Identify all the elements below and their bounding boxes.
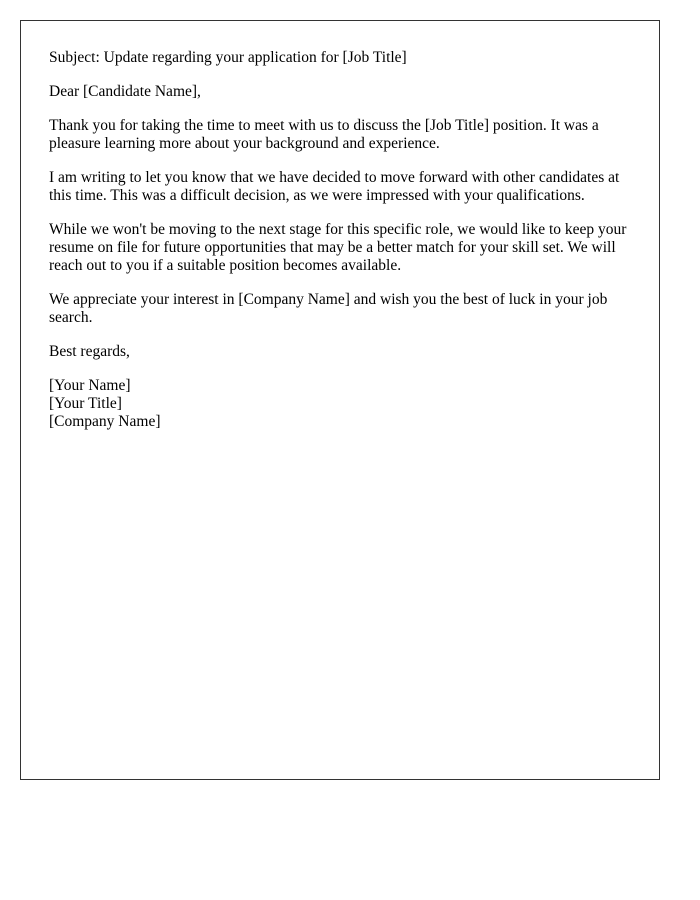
signature-name: [Your Name] xyxy=(49,377,131,394)
letter-document xyxy=(20,20,660,780)
letter-paragraph: I am writing to let you know that we have decided to move forward with other candidates at this time. This was a difficult decision, as we were impressed with your qualifications. xyxy=(49,169,620,204)
signature-title: [Your Title] xyxy=(49,395,122,412)
letter-paragraph: Thank you for taking the time to meet with us to discuss the [Job Title] position. It was a pleasure learning more about your background and experience. xyxy=(49,117,599,152)
letter-paragraph: We appreciate your interest in [Company Name] and wish you the best of luck in your job search. xyxy=(49,291,608,326)
signature-block xyxy=(49,377,631,431)
letter-paragraph: While we won't be moving to the next stage for this specific role, we would like to keep your resume on file for future opportunities that may be a better match for your skill set. We will reach out to you if a suitable position becomes available. xyxy=(49,221,627,274)
letter-closing: Best regards, xyxy=(49,343,130,360)
letter-greeting: Dear [Candidate Name], xyxy=(49,83,201,100)
signature-company: [Company Name] xyxy=(49,413,161,430)
letter-subject: Subject: Update regarding your application for [Job Title] xyxy=(49,49,407,66)
